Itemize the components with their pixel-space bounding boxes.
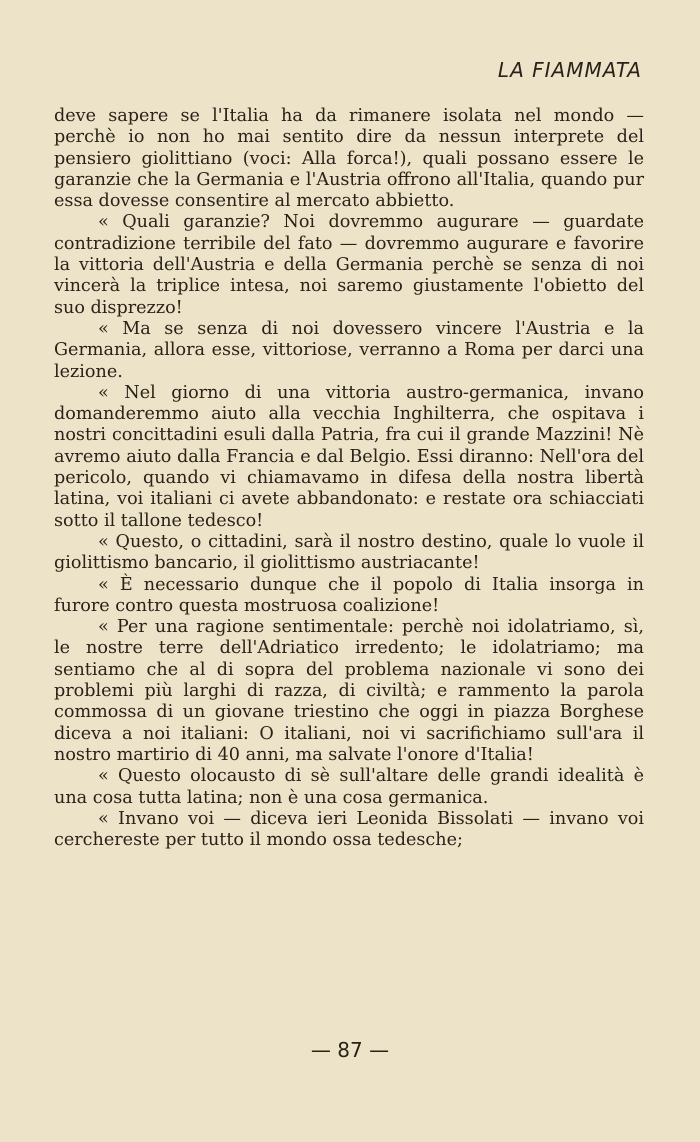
paragraph: « Invano voi — diceva ieri Leonida Bissolati — invano voi cerchereste per tutto il mondo ossa tedesche; [54, 808, 644, 851]
paragraph: « Nel giorno di una vittoria austro-germanica, invano domanderemmo aiuto alla vecchia Inghilterra, che ospitava i nostri concittadini esuli dalla Patria, fra cui il grande Mazzini! Nè avremo aiuto dalla Francia e dal Belgio. Essi diranno: Nell'ora del pericolo, quando vi chiamavamo in difesa della nostra libertà latina, voi italiani ci avete abbandonato: e restate ora schiacciati sotto il tallone tedesco! [54, 382, 644, 531]
page-number: — 87 — [310, 1038, 390, 1062]
running-header: LA FIAMMATA [497, 58, 642, 82]
body-text [54, 106, 644, 851]
paragraph: « È necessario dunque che il popolo di Italia insorga in furore contro questa mostruosa coalizione! [54, 574, 644, 616]
paragraph: « Quali garanzie? Noi dovremmo augurare — guardate contradizione terribile del fato — dovremmo augurare e favorire la vittoria dell'Austria e della Germania perchè se senza di noi vincerà la triplice intesa, noi saremo giustamente l'obietto del suo disprezzo! [54, 212, 644, 318]
paragraph: deve sapere se l'Italia ha da rimanere isolata nel mondo — perchè io non ho mai sentito dire da nessun interprete del pensiero giolittiano (voci: Alla forca!), quali possano essere le garanzie che la Germania e l'Austria offrono all'Italia, quando pur essa dovesse consentire al mercato abbietto. [54, 106, 644, 212]
paragraph: « Per una ragione sentimentale: perchè noi idolatriamo, sì, le nostre terre dell'Adriatico irredento; le idolatriamo; ma sentiamo che al di sopra del problema nazionale vi sono dei problemi più larghi di razza, di civiltà; e rammento la parola commossa di un giovane triestino che oggi in piazza Borghese diceva a noi italiani: O italiani, noi vi sacrifichiamo sull'ara il nostro martirio di 40 anni, ma salvate l'onore d'Italia! [54, 617, 644, 765]
paragraph: « Ma se senza di noi dovessero vincere l'Austria e la Germania, allora esse, vittoriose, verranno a Roma per darci una lezione. [54, 318, 644, 382]
paragraph: « Questo olocausto di sè sull'altare delle grandi idealità è una cosa tutta latina; non è una cosa germanica. [54, 766, 644, 808]
paragraph: « Questo, o cittadini, sarà il nostro destino, quale lo vuole il giolittismo bancario, il giolittismo austriacante! [54, 531, 644, 574]
